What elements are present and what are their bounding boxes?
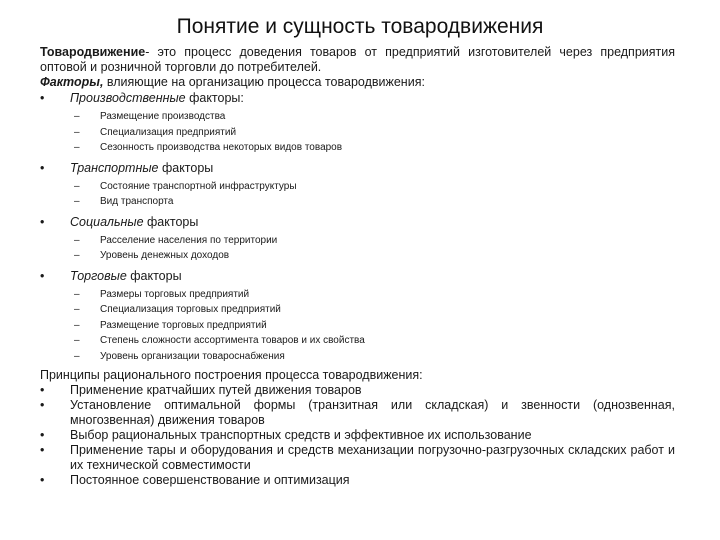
factor-category-title — [40, 90, 675, 107]
factor-item — [40, 125, 675, 141]
principle-text: Установление оптимальной формы (транзитная или складская) и звенности (однозвенная, многозвенная) движения товаров — [70, 398, 675, 427]
factor-item-text: Расселение населения по территории — [100, 234, 278, 246]
principle-item — [40, 383, 675, 398]
principle-text: Выбор рациональных транспортных средств и эффективное их использование — [70, 428, 532, 442]
factor-item-text: Уровень организации товароснабжения — [100, 350, 285, 362]
factor-item — [40, 333, 675, 349]
factor-category-title — [40, 268, 675, 285]
bullet-marker: • — [40, 473, 45, 487]
factor-category-suffix: факторы: — [185, 91, 244, 105]
bullet-marker: • — [40, 91, 45, 105]
dash-marker: – — [74, 250, 80, 261]
factor-category-name: Транспортные — [70, 160, 159, 175]
dash-marker: – — [74, 304, 80, 315]
factor-item-text: Размещение торговых предприятий — [100, 319, 267, 331]
factor-category-suffix: факторы — [143, 214, 199, 229]
definition-term: Товародвижение — [40, 45, 146, 59]
bullet-marker: • — [40, 214, 45, 229]
principle-item — [40, 428, 675, 443]
factor-item — [40, 248, 675, 264]
factor-item — [40, 318, 675, 334]
dash-marker: – — [74, 335, 80, 346]
dash-marker: – — [74, 142, 80, 153]
factor-category — [40, 160, 675, 210]
factor-category-title — [40, 160, 675, 177]
dash-marker: – — [74, 288, 80, 300]
factor-category-name: Производственные — [70, 91, 186, 105]
bullet-marker: • — [40, 268, 45, 283]
principle-text: Применение кратчайших путей движения товаров — [70, 383, 362, 397]
factor-categories — [40, 90, 675, 364]
bullet-marker: • — [40, 398, 45, 412]
principles-list — [40, 383, 675, 488]
factor-item-text: Размеры торговых предприятий — [100, 288, 250, 300]
factor-item-text: Степень сложности ассортимента товаров и их свойства — [100, 335, 365, 346]
factor-item — [40, 109, 675, 125]
dash-marker: – — [74, 180, 80, 192]
dash-marker: – — [74, 234, 80, 246]
slide-content — [40, 45, 675, 488]
bullet-marker: • — [40, 443, 45, 457]
principle-item — [40, 473, 675, 488]
dash-marker: – — [74, 350, 80, 362]
factor-item — [40, 179, 675, 195]
factor-category — [40, 268, 675, 365]
factor-item-text: Специализация торговых предприятий — [100, 304, 281, 315]
bullet-marker: • — [40, 428, 45, 442]
factors-heading — [40, 75, 675, 90]
factor-item-text: Вид транспорта — [100, 196, 174, 207]
principle-text: Применение тары и оборудования и средств механизации погрузочно-разгрузочных складских работ и их технической совместимости — [70, 443, 675, 472]
principle-text: Постоянное совершенствование и оптимизация — [70, 473, 350, 487]
factor-item-text: Состояние транспортной инфраструктуры — [100, 180, 297, 192]
factor-item-text: Уровень денежных доходов — [100, 250, 230, 261]
bullet-marker: • — [40, 160, 45, 175]
dash-marker: – — [74, 111, 80, 122]
dash-marker: – — [74, 126, 80, 138]
factor-category-suffix: факторы — [158, 160, 214, 175]
definition-text: - это процесс доведения товаров от предприятий изготовителей через предприятия оптовой и розничной торговли до потребителей. — [40, 45, 675, 74]
factor-category-name: Торговые — [70, 268, 127, 283]
factor-item-text: Размещение производства — [100, 111, 226, 122]
factor-category-title — [40, 214, 675, 231]
factor-category — [40, 90, 675, 156]
factors-heading-text: влияющие на организацию процесса товародвижения: — [103, 75, 425, 89]
factor-item — [40, 287, 675, 303]
principle-item — [40, 443, 675, 473]
factor-item-text: Сезонность производства некоторых видов товаров — [100, 142, 343, 153]
factor-item — [40, 194, 675, 210]
factor-item — [40, 140, 675, 156]
slide-title: Понятие и сущность товародвижения — [176, 15, 544, 38]
factor-category-suffix: факторы — [126, 268, 182, 283]
factor-item — [40, 233, 675, 249]
definition-paragraph — [40, 45, 675, 75]
principles-heading: Принципы рационального построения процесса товародвижения: — [40, 368, 423, 382]
bullet-marker: • — [40, 383, 45, 397]
dash-marker: – — [74, 196, 80, 207]
factor-category-name: Социальные — [70, 214, 144, 229]
factor-item — [40, 349, 675, 365]
factor-category — [40, 214, 675, 264]
principle-item — [40, 398, 675, 428]
dash-marker: – — [74, 319, 80, 331]
factor-item-text: Специализация предприятий — [100, 126, 237, 138]
factors-term: Факторы, — [40, 75, 104, 89]
factor-item — [40, 302, 675, 318]
